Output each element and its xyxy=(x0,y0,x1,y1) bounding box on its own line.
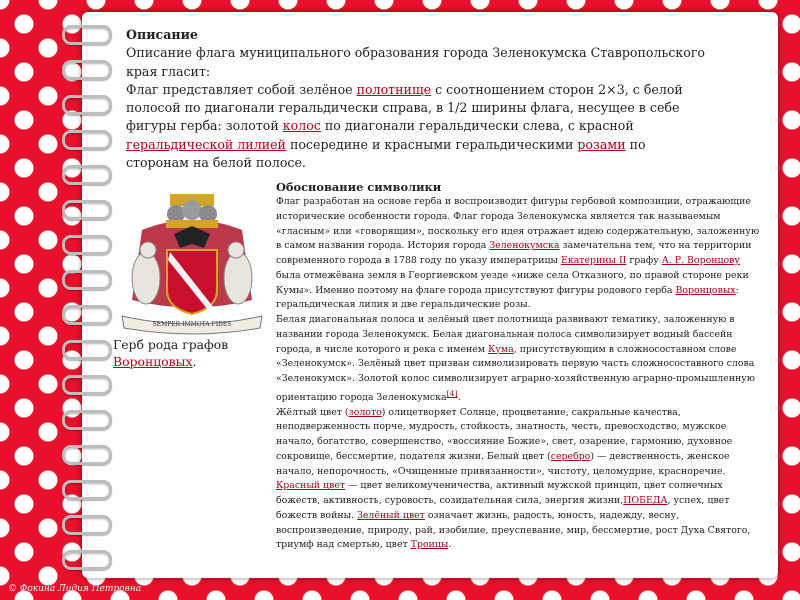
text-segment: замечательна тем, что на территории современного города в 1788 году по указу императрицы xyxy=(276,240,752,266)
ring-icon xyxy=(62,375,112,395)
link-gold[interactable]: золото xyxy=(348,406,382,418)
ring-icon xyxy=(62,95,112,115)
text-segment: по диагонали геральдически слева, с красной xyxy=(320,118,634,134)
ring-icon xyxy=(62,270,112,290)
text-segment: посередине и красными геральдическими xyxy=(285,136,578,152)
vorontsov-coat-of-arms-icon xyxy=(112,190,272,338)
text-segment: Жёлтый цвет ( xyxy=(276,406,349,418)
symbolism-section xyxy=(276,180,764,553)
ring-icon xyxy=(62,305,112,325)
link-heraldic-lily[interactable]: геральдической лилией xyxy=(126,136,286,152)
link-kolos[interactable]: колос xyxy=(282,118,321,134)
text-segment: означает жизнь, радость, юность, надежду, весну, воспроизведение, природу, рай, изобилие, преуспевание, мир, бессмертие, рост Духа Святого, триумф над смертью, цвет xyxy=(276,509,751,551)
link-catherine-ii[interactable]: Екатерины II xyxy=(561,255,627,266)
ring-icon xyxy=(62,480,112,500)
text-segment: Белая диагональная полоса и зелёный цвет полотнища развивают тематику, заложенную в названии города Зеленокумск. Белая диагональная полоса символизирует водный бассейн города, в числе которого и река с именем xyxy=(276,314,735,355)
link-vorontsovs-caption[interactable]: Воронцовых xyxy=(113,354,193,369)
text-segment: Флаг представляет собой зелёное xyxy=(126,81,357,97)
text-segment: ) — девственность, женское начало, непорочность, «Очищенные привязанности», чистоту, целомудрие, красноречие. xyxy=(276,450,730,477)
text-segment: . xyxy=(448,539,452,551)
text-segment: — цвет великомученичества, активный мужской принцип, цвет солнечных божеств, активность, суровость, созидательная сила, энергия жизни, xyxy=(276,480,723,507)
symbolism-paragraph-4 xyxy=(276,479,764,553)
ring-icon xyxy=(62,25,112,45)
ring-icon xyxy=(62,410,112,430)
link-zelenokumsk[interactable]: Зеленокумска xyxy=(489,240,560,252)
author-credit: © Фокина Лидия Петровна xyxy=(8,584,142,594)
ring-icon xyxy=(62,235,112,255)
text-segment: : геральдическая лилия и две геральдические розы. xyxy=(276,284,739,311)
text-segment: , присутствующим в сложносоставном слове «Зеленокумск». Зелёный цвет призван символизировать первую часть сложносоставного слова «Зеленокумск». Золотой колос символизирует аграрно-хозяйственную аграрно-промышленную ориентацию города Зеленокумска xyxy=(276,343,755,403)
ring-icon xyxy=(62,200,112,220)
coat-caption xyxy=(113,336,278,370)
ring-icon xyxy=(62,515,112,535)
link-red-color[interactable]: Красный цвет xyxy=(276,480,346,492)
ring-icon xyxy=(62,60,112,80)
link-trinity[interactable]: Троицы xyxy=(410,539,449,551)
text-segment: , успех, цвет божеств войны. xyxy=(276,495,730,521)
text-segment: Герб рода графов xyxy=(113,337,229,352)
text-segment: графу xyxy=(626,255,662,266)
link-vorontsovs[interactable]: Воронцовых xyxy=(675,284,736,296)
text-segment: . xyxy=(192,354,197,369)
text-segment: по сторонам на белой полосе. xyxy=(126,136,646,171)
link-roses[interactable]: розами xyxy=(577,136,626,152)
notebook-rings xyxy=(62,25,110,585)
description-text xyxy=(126,44,706,172)
description-heading: Описание xyxy=(126,27,198,42)
link-vorontsov-ar[interactable]: А. Р. Воронцову xyxy=(661,255,740,266)
link-kuma[interactable]: Кума xyxy=(488,343,514,355)
link-victory[interactable]: ПОБЕДА xyxy=(623,495,668,507)
symbolism-heading: Обоснование символики xyxy=(276,180,442,194)
footnote-link[interactable]: [4] xyxy=(446,388,458,398)
ring-icon xyxy=(62,130,112,150)
description-section xyxy=(126,26,706,172)
link-silver[interactable]: серебро xyxy=(550,450,591,462)
ring-icon xyxy=(62,165,112,185)
ring-icon xyxy=(62,550,112,570)
ring-icon xyxy=(62,445,112,465)
text-segment: была отмежёвана земля в Георгиевском уезде «ниже села Отказного, по правой стороне реки Кумы». Именно поэтому на флаге города присутствуют фигуры родового герба xyxy=(276,269,749,296)
symbolism-paragraph-2 xyxy=(276,313,764,406)
symbolism-paragraph-3 xyxy=(276,406,764,480)
text-segment: ) олицетворяет Солнце, процветание, сакральные качества, неподверженность порче, мудрость, стойкость, знатность, честь, превосходство, мужское начало, богатство, совершенство, «воссияние Божие», свет, озарение, гармонию, духовное сокровище, бессмертие, подателя жизни. Белый цвет ( xyxy=(276,406,733,462)
coat-motto: SEMPER IMMOTA FIDES xyxy=(152,321,232,328)
text-segment: с соотношением сторон 2×3, с белой полосой по диагонали геральдически справа, в 1/2 ширины флага, несущее в себе фигуры герба: золотой xyxy=(126,81,683,134)
text-segment: Флаг разработан на основе герба и воспроизводит фигуры гербовой композиции, отражающие исторические особенности города. Флаг города Зеленокумска является так называемым «гласным» или «говорящим», поскольку его идея отражает идею содержательную, заложенную в самом названии города. История города xyxy=(276,196,760,252)
ring-icon xyxy=(62,340,112,360)
link-green-color[interactable]: Зелёный цвет xyxy=(357,509,425,521)
text-segment: . xyxy=(457,391,461,403)
description-intro: Описание флага муниципального образования города Зеленокумска Ставропольского края гласит: xyxy=(126,45,706,79)
link-polotnishche[interactable]: полотнище xyxy=(356,81,432,97)
symbolism-paragraph-1 xyxy=(276,195,764,313)
